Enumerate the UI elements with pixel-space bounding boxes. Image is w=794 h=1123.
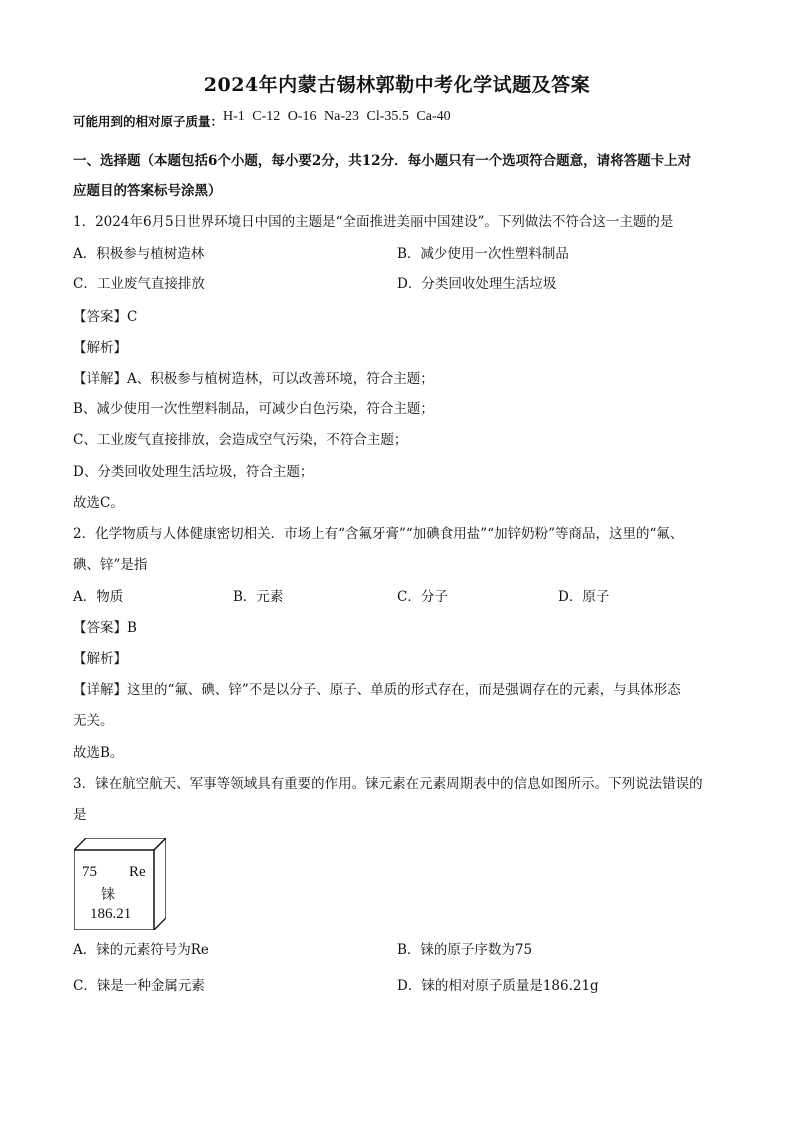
q1-option-b: B．减少使用一次性塑料制品 [397,246,569,262]
section-heading-line-1: 一、选择题（本题包括6个小题，每小要2分，共12分．每小题只有一个选项符合题意，请将答题卡上对 [73,153,692,169]
q3-option-a: A．铼的元素符号为Re [73,942,209,958]
q1-detail-line: C、工业废气直接排放，会造成空气污染，不符合主题； [73,432,408,448]
section-heading-line-2: 应题目的答案标号涂黑） [73,183,222,199]
q2-answer: 【答案】B [73,620,137,636]
q2-option-a: A．物质 [73,589,124,605]
q1-detail-line: B、减少使用一次性塑料制品，可减少白色污染，符合主题； [73,401,434,417]
q1-conclusion: 故选C。 [73,495,124,511]
q1-option-a: A．积极参与植树造林 [73,246,205,262]
element-name: 铼 [101,887,115,903]
q2-stem-line-1: 2．化学物质与人体健康密切相关．市场上有“含氟牙膏”“加碘食用盐”“加锌奶粉”等商品，这里的“氟、 [73,526,684,542]
q2-option-b: B．元素 [233,589,284,605]
q3-option-d: D．铼的相对原子质量是186.21g [397,978,599,994]
element-atomic-number: 75 [82,864,97,880]
q2-stem-line-2: 碘、锌”是指 [73,557,148,573]
q1-detail-line: 【详解】A、积极参与植树造林，可以改善环境，符合主题； [73,371,434,387]
q1-option-c: C．工业废气直接排放 [73,276,205,292]
atomic-masses-row [73,109,451,133]
element-tile [74,838,166,930]
q1-detail-line: D、分类回收处理生活垃圾，符合主题； [73,464,314,480]
q1-option-d: D．分类回收处理生活垃圾 [397,276,557,292]
q2-option-d: D．原子 [558,589,610,605]
q1-analysis-label: 【解析】 [73,340,127,356]
q1-answer: 【答案】C [73,309,138,325]
page-title: 2024年内蒙古锡林郭勒中考化学试题及答案 [203,74,591,96]
element-atomic-mass: 186.21 [90,906,132,922]
q3-option-b: B．铼的原子序数为75 [397,942,533,958]
element-symbol: Re [129,864,146,880]
q2-option-c: C．分子 [397,589,448,605]
q1-stem: 1．2024年6月5日世界环境日中国的主题是“全面推进美丽中国建设”。下列做法不符合这一主题的是 [73,214,674,230]
q2-detail-line-1: 【详解】这里的“氟、碘、锌”不是以分子、原子、单质的形式存在，而是强调存在的元素，与具体形态 [73,682,681,698]
q3-option-c: C．铼是一种金属元素 [73,978,205,994]
q2-detail-line-2: 无关。 [73,713,114,729]
atomic-masses-label: 可能用到的相对原子质量： [73,114,224,129]
q3-stem-line-2: 是 [73,807,87,823]
q2-analysis-label: 【解析】 [73,651,127,667]
q3-stem-line-1: 3．铼在航空航天、军事等领域具有重要的作用。铼元素在元素周期表中的信息如图所示。下列说法错误的 [73,776,703,792]
atomic-masses-values: H-1 C-12 O-16 Na-23 Cl-35.5 Ca-40 [223,109,451,124]
q2-conclusion: 故选B。 [73,745,124,761]
